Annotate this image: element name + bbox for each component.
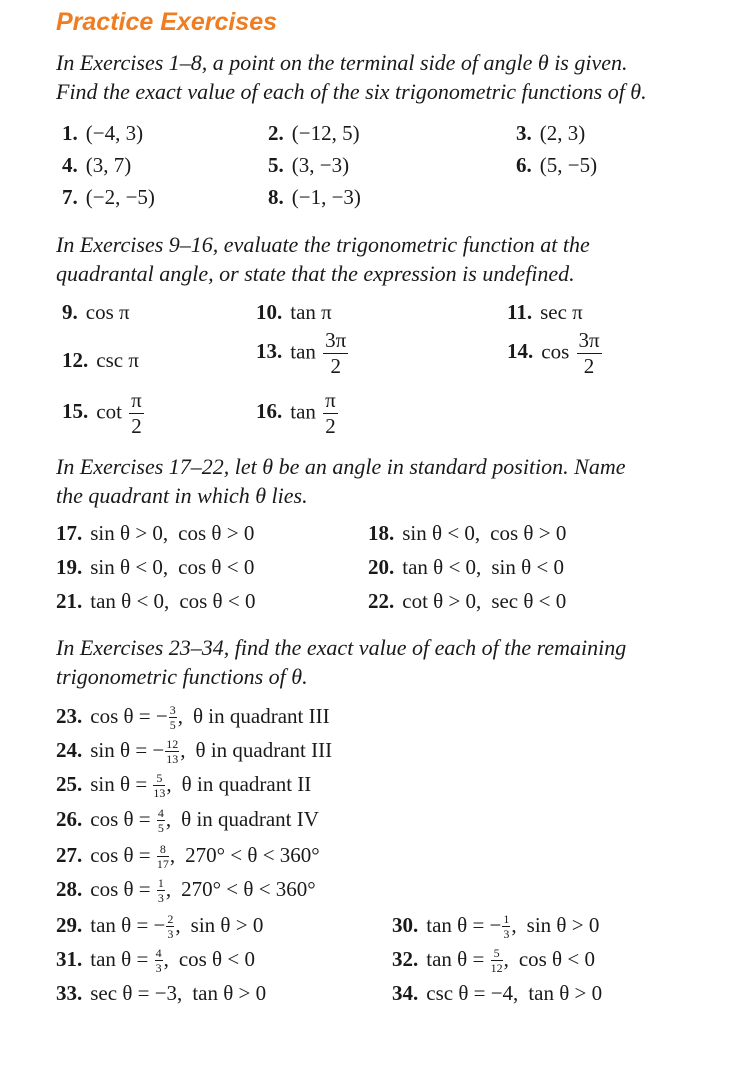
exercise-34: 34. csc θ = −4, tan θ > 0	[392, 981, 603, 1005]
exercise-19: 19. sin θ < 0, cos θ < 0	[56, 555, 255, 579]
exercise-29: 29. tan θ = − $\frac{2}{3}$ , sin θ > 0	[56, 912, 264, 941]
exercise-1: 1. (−4, 3)	[62, 121, 144, 145]
exercise-10: 10. tan π	[256, 300, 332, 324]
instructions-23-34	[56, 633, 626, 691]
exercise-23: 23. cos θ = − $\frac{3}{5}$ , θ in quadrant III	[56, 703, 330, 732]
exercise-11: 11. sec π	[507, 300, 583, 324]
exercise-9: 9. cos π	[62, 300, 130, 324]
section-heading: Practice Exercises	[56, 8, 278, 36]
exercise-2: 2. (−12, 5)	[268, 121, 360, 145]
exercise-13: 13. tan $\frac{3\pi}{2}$	[256, 328, 347, 378]
instructions-17-22	[56, 452, 626, 510]
fraction: $\frac{\pi}{2}$	[131, 388, 142, 438]
exercise-21: 21. tan θ < 0, cos θ < 0	[56, 589, 256, 613]
exercise-28: 28. cos θ = $\frac{1}{3}$ , 270° < θ < 360°	[56, 876, 316, 905]
exercise-20: 20. tan θ < 0, sin θ < 0	[368, 555, 564, 579]
exercise-5: 5. (3, −3)	[268, 153, 350, 177]
fraction: $\frac{3\pi}{2}$	[578, 328, 600, 378]
instructions-9-16	[56, 230, 590, 288]
instruction-line: In Exercises 17–22, let θ be an angle in standard position. Name	[56, 454, 626, 479]
exercise-15: 15. cot $\frac{\pi}{2}$	[62, 388, 142, 438]
exercise-6: 6. (5, −5)	[516, 153, 598, 177]
exercise-3: 3. (2, 3)	[516, 121, 586, 145]
exercise-30: 30. tan θ = − $\frac{1}{3}$ , sin θ > 0	[392, 912, 600, 941]
exercise-16: 16. tan $\frac{\pi}{2}$	[256, 388, 336, 438]
exercise-18: 18. sin θ < 0, cos θ > 0	[368, 521, 567, 545]
exercise-25: 25. sin θ = $\frac{5}{13}$ , θ in quadrant II	[56, 771, 312, 800]
instructions-1-8	[56, 48, 647, 106]
instruction-line: the quadrant in which θ lies.	[56, 483, 308, 508]
exercise-17: 17. sin θ > 0, cos θ > 0	[56, 521, 255, 545]
exercise-8: 8. (−1, −3)	[268, 185, 361, 209]
exercise-31: 31. tan θ = $\frac{4}{3}$ , cos θ < 0	[56, 946, 255, 975]
exercise-32: 32. tan θ = $\frac{5}{12}$ , cos θ < 0	[392, 946, 595, 975]
exercise-4: 4. (3, 7)	[62, 153, 132, 177]
fraction: $\frac{\pi}{2}$	[325, 388, 336, 438]
instruction-line: In Exercises 9–16, evaluate the trigonometric function at the	[56, 232, 590, 257]
exercise-33: 33. sec θ = −3, tan θ > 0	[56, 981, 267, 1005]
exercise-26: 26. cos θ = $\frac{4}{5}$ , θ in quadrant IV	[56, 806, 319, 835]
exercise-14: 14. cos $\frac{3\pi}{2}$	[507, 328, 600, 378]
instruction-line: In Exercises 1–8, a point on the terminal side of angle θ is given.	[56, 50, 628, 75]
instruction-line: trigonometric functions of θ.	[56, 664, 308, 689]
exercise-7: 7. (−2, −5)	[62, 185, 155, 209]
instruction-line: In Exercises 23–34, find the exact value of each of the remaining	[56, 635, 627, 660]
exercise-22: 22. cot θ > 0, sec θ < 0	[368, 589, 567, 613]
fraction: $\frac{3\pi}{2}$	[325, 328, 347, 378]
exercise-12: 12. csc π	[62, 348, 139, 372]
instruction-line: Find the exact value of each of the six trigonometric functions of θ.	[56, 79, 647, 104]
exercise-27: 27. cos θ = $\frac{8}{17}$ , 270° < θ < 360°	[56, 842, 320, 871]
instruction-line: quadrantal angle, or state that the expression is undefined.	[56, 261, 575, 286]
exercise-24: 24. sin θ = − $\frac{12}{13}$ , θ in quadrant III	[56, 737, 333, 766]
